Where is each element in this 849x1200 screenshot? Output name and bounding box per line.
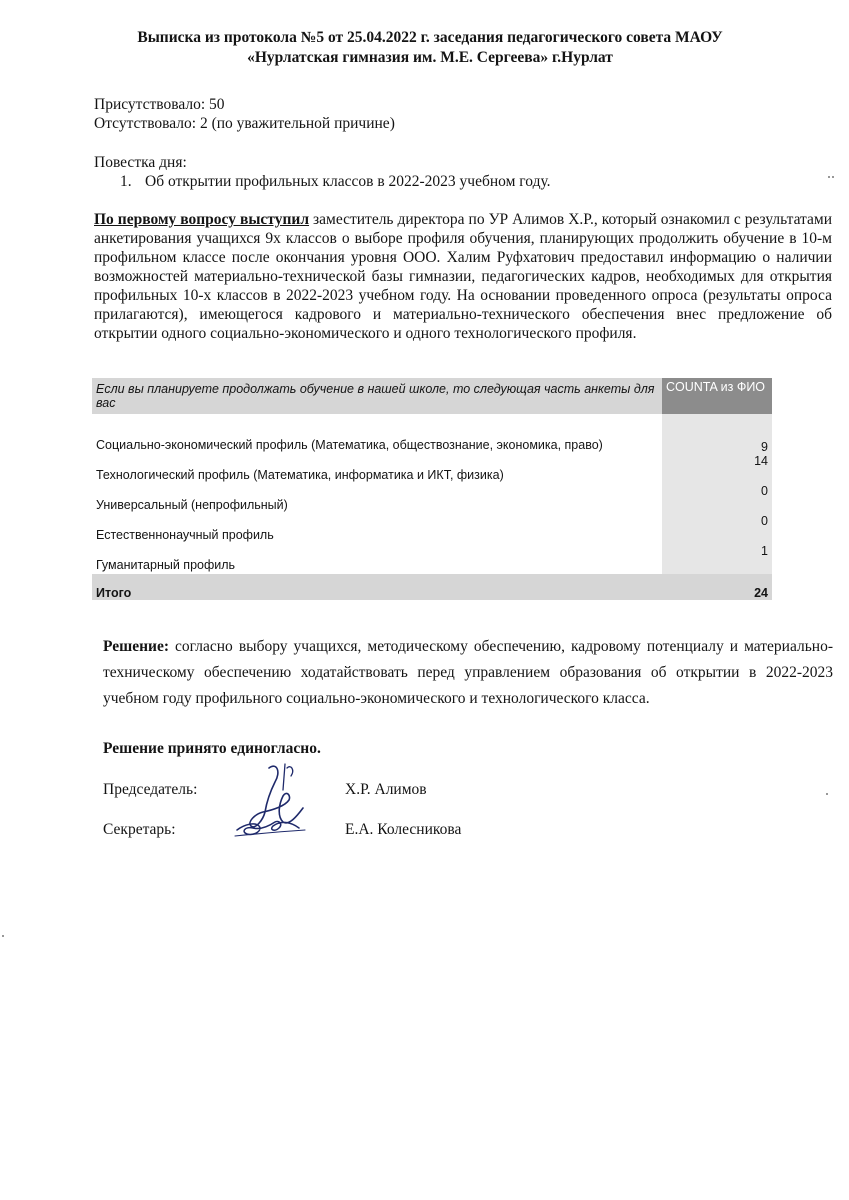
table-header-count: COUNTA из ФИО [662, 378, 772, 414]
table-row-count: 14 [662, 454, 772, 484]
speech-paragraph [94, 210, 832, 343]
table-row [92, 514, 772, 544]
speech-text: заместитель директора по УР Алимов Х.Р., который ознакомил с результатами анкетирования учащихся 9х классов о выборе профиля обучения, планирующих продолжить обучение в 10-м профильном классе после окончания уровня ООО. Халим Руфхатович предоставил информацию о наличии возможностей материально-технической базы гимназии, педагогических кадров, необходимых для открытия профильных 10-х классов в 2022-2023 учебном году. На основании проведенного опроса (результаты опроса прилагаются), имеющегося кадрового и материально-технического обеспечения внес предложение об открытии одного социально-экономического и одного технологического профиля. [94, 211, 832, 342]
speech-lead: По первому вопросу выступил [94, 211, 310, 228]
chair-name: Х.Р. Алимов [345, 781, 427, 798]
table-header-row [92, 378, 772, 414]
table-total-label: Итого [92, 574, 662, 600]
survey-table [92, 378, 772, 600]
agenda-item-number: 1. [120, 173, 132, 190]
document-title [60, 28, 800, 68]
table-row [92, 414, 772, 454]
handwritten-signature [225, 760, 315, 845]
decision-paragraph [103, 634, 833, 712]
final-resolution: Решение принято единогласно. [103, 740, 321, 757]
table-row-label: Гуманитарный профиль [96, 558, 236, 572]
secretary-label: Секретарь: [103, 821, 176, 838]
table-row [92, 484, 772, 514]
title-line-1: Выписка из протокола №5 от 25.04.2022 г. заседания педагогического совета МАОУ [137, 29, 723, 46]
scan-speck [832, 176, 834, 178]
table-row [92, 454, 772, 484]
table-row-label: Универсальный (непрофильный) [96, 498, 288, 512]
decision-lead: Решение: [103, 638, 170, 655]
table-total-row [92, 574, 772, 600]
table-row-label: Естественнонаучный профиль [96, 528, 274, 542]
agenda-heading: Повестка дня: [94, 154, 187, 171]
absent-count: Отсутствовало: 2 (по уважительной причине) [94, 115, 395, 132]
title-line-2: «Нурлатская гимназия им. М.Е. Сергеева» г.Нурлат [247, 49, 613, 66]
scan-speck [828, 176, 830, 178]
table-header-question: Если вы планируете продолжать обучение в нашей школе, то следующая часть анкеты для вас [92, 378, 662, 414]
table-total-count: 24 [662, 574, 772, 600]
table-row-count: 1 [662, 544, 772, 574]
present-count: Присутствовало: 50 [94, 96, 225, 113]
table-row-label: Технологический профиль (Математика, информатика и ИКТ, физика) [96, 468, 504, 482]
table-row [92, 544, 772, 574]
secretary-name: Е.А. Колесникова [345, 821, 462, 838]
chair-label: Председатель: [103, 781, 198, 798]
decision-text: согласно выбору учащихся, методическому обеспечению, кадровому потенциалу и материально-техническому обеспечению ходатайствовать перед управлением образования об открытии в 2022-2023 учебном году профильного социально-экономического и технологического класса. [103, 638, 833, 707]
table-row-count: 9 [662, 414, 772, 454]
agenda-item-1: Об открытии профильных классов в 2022-2023 учебном году. [145, 173, 551, 190]
scan-speck [826, 793, 828, 795]
table-row-count: 0 [662, 484, 772, 514]
table-row-count: 0 [662, 514, 772, 544]
table-row-label: Социально-экономический профиль (Математика, обществознание, экономика, право) [96, 438, 603, 452]
scan-speck [2, 935, 4, 937]
